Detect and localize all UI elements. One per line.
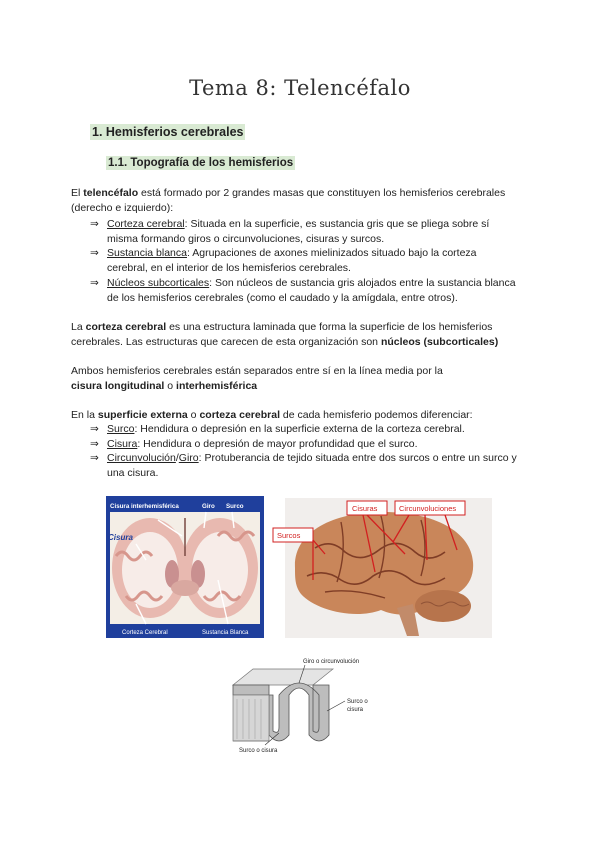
p2-text-c: es una estructura laminada que forma la superficie de los hemisferios cerebrales. Las estructuras que carecen de esta organización son [71,321,493,348]
arrow-bullet-icon: ⇒ [90,247,99,259]
list-item-corteza [90,217,520,246]
p4-text-e: de cada hemisferio podemos diferenciar: [279,409,473,421]
term-corteza-cerebral: Corteza cerebral [107,218,185,230]
list-item-surco [90,422,520,437]
arrow-bullet-icon: ⇒ [90,452,99,464]
fig1-label-cisura: Cisura [108,533,133,542]
paragraph-corteza [71,320,541,349]
fig1-label-cisura-interhemisferica: Cisura interhemisférica [110,503,179,510]
p1-text-c: está formado por 2 grandes masas que constituyen los hemisferios cerebrales (derecho e izquierdo): [71,187,506,214]
desc-circunvolucion: : Protuberancia de tejido situada entre dos surcos o entre un surco y una cisura. [107,452,517,479]
fig3-label-surco-line2: cisura [347,707,364,713]
p4-text-a: En la [71,409,98,421]
paragraph-superficie-externa [71,408,541,423]
subsection-heading [106,157,295,169]
arrow-bullet-icon: ⇒ [90,438,99,450]
p3-bold-cisura: cisura longitudinal [71,379,165,392]
section-heading [90,125,245,139]
p3-bold-interhemisferica: interhemisférica [176,379,258,392]
figure-coronal-section [106,496,264,638]
page-title: Tema 8: Telencéfalo [189,76,411,100]
list-item-circunvolucion [90,451,520,480]
p3-text-a: Ambos hemisferios cerebrales están separados entre sí en la línea media por la [71,365,443,377]
desc-corteza-cerebral: : Situada en la superficie, es sustancia gris que se pliega sobre sí misma formando giros o circunvoluciones, cisuras y surcos. [107,218,490,245]
list-item-sustancia [90,246,520,275]
p4-bold-superficie: superficie externa [97,409,188,421]
fig1-label-sustancia: Sustancia Blanca [202,630,249,636]
gyrus-diagram-illustration [223,655,373,755]
p4-text-c: o [187,409,200,421]
term-separator: / [175,452,179,464]
p3-text-c: o [164,379,177,392]
list-item-cisura [90,437,520,452]
coronal-brain-illustration [106,496,264,638]
figure-lateral-brain [277,498,492,638]
p2-bold-nucleos: núcleos (subcorticales) [380,335,499,348]
p2-text-a: La [71,321,86,333]
fig3-label-giro: Giro o circunvolución [303,659,360,665]
fig3-label-surco-cisura: Surco o cisura [239,748,278,754]
arrow-bullet-icon: ⇒ [90,423,99,435]
subsection-heading-text: 1.1. Topografía de los hemisferios [108,157,294,169]
p4-bold-corteza: corteza cerebral [199,409,280,421]
desc-cisura: : Hendidura o depresión de mayor profundidad que el surco. [137,438,418,450]
paragraph-telencefalo [71,186,541,215]
fig3-label-surco-line1: Surco o [347,699,368,705]
fig2-label-cisuras: Cisuras [352,504,378,513]
term-sustancia-blanca: Sustancia blanca [107,247,187,259]
desc-nucleos-subcorticales: : Son núcleos de sustancia gris alojados entre la sustancia blanca de los hemisferios cerebrales (como el caudado y la amígdala, entre otros). [107,277,516,304]
list-item-nucleos [90,276,520,305]
term-giro: Giro [178,452,199,464]
arrow-bullet-icon: ⇒ [90,277,99,289]
p1-bold-telencefalo: telencéfalo [83,187,139,199]
desc-surco: : Hendidura o depresión en la superficie externa de la corteza cerebral. [134,423,465,435]
paragraph-cisura-longitudinal [71,364,451,393]
term-nucleos-subcorticales: Núcleos subcorticales [107,277,210,289]
section-heading-text: 1. Hemisferios cerebrales [92,125,244,139]
arrow-bullet-icon: ⇒ [90,218,99,230]
fig1-label-giro: Giro [202,503,215,510]
fig1-label-surco: Surco [226,503,244,510]
lateral-brain-illustration [277,498,492,638]
fig1-label-corteza: Corteza Cerebral [122,630,168,636]
desc-sustancia-blanca: : Agrupaciones de axones mielinizados situado bajo la corteza cerebral, en el interior de los hemisferios cerebrales. [107,247,477,274]
p1-text-a: El [71,187,84,199]
term-circunvolucion: Circunvolución [107,452,176,464]
term-surco: Surco [107,423,135,435]
fig2-label-surcos: Surcos [277,531,301,540]
term-cisura: Cisura [107,438,138,450]
figure-gyrus-diagram [223,655,373,755]
p2-bold-corteza: corteza cerebral [85,321,167,333]
fig2-label-circunvoluciones: Circunvoluciones [399,504,457,513]
